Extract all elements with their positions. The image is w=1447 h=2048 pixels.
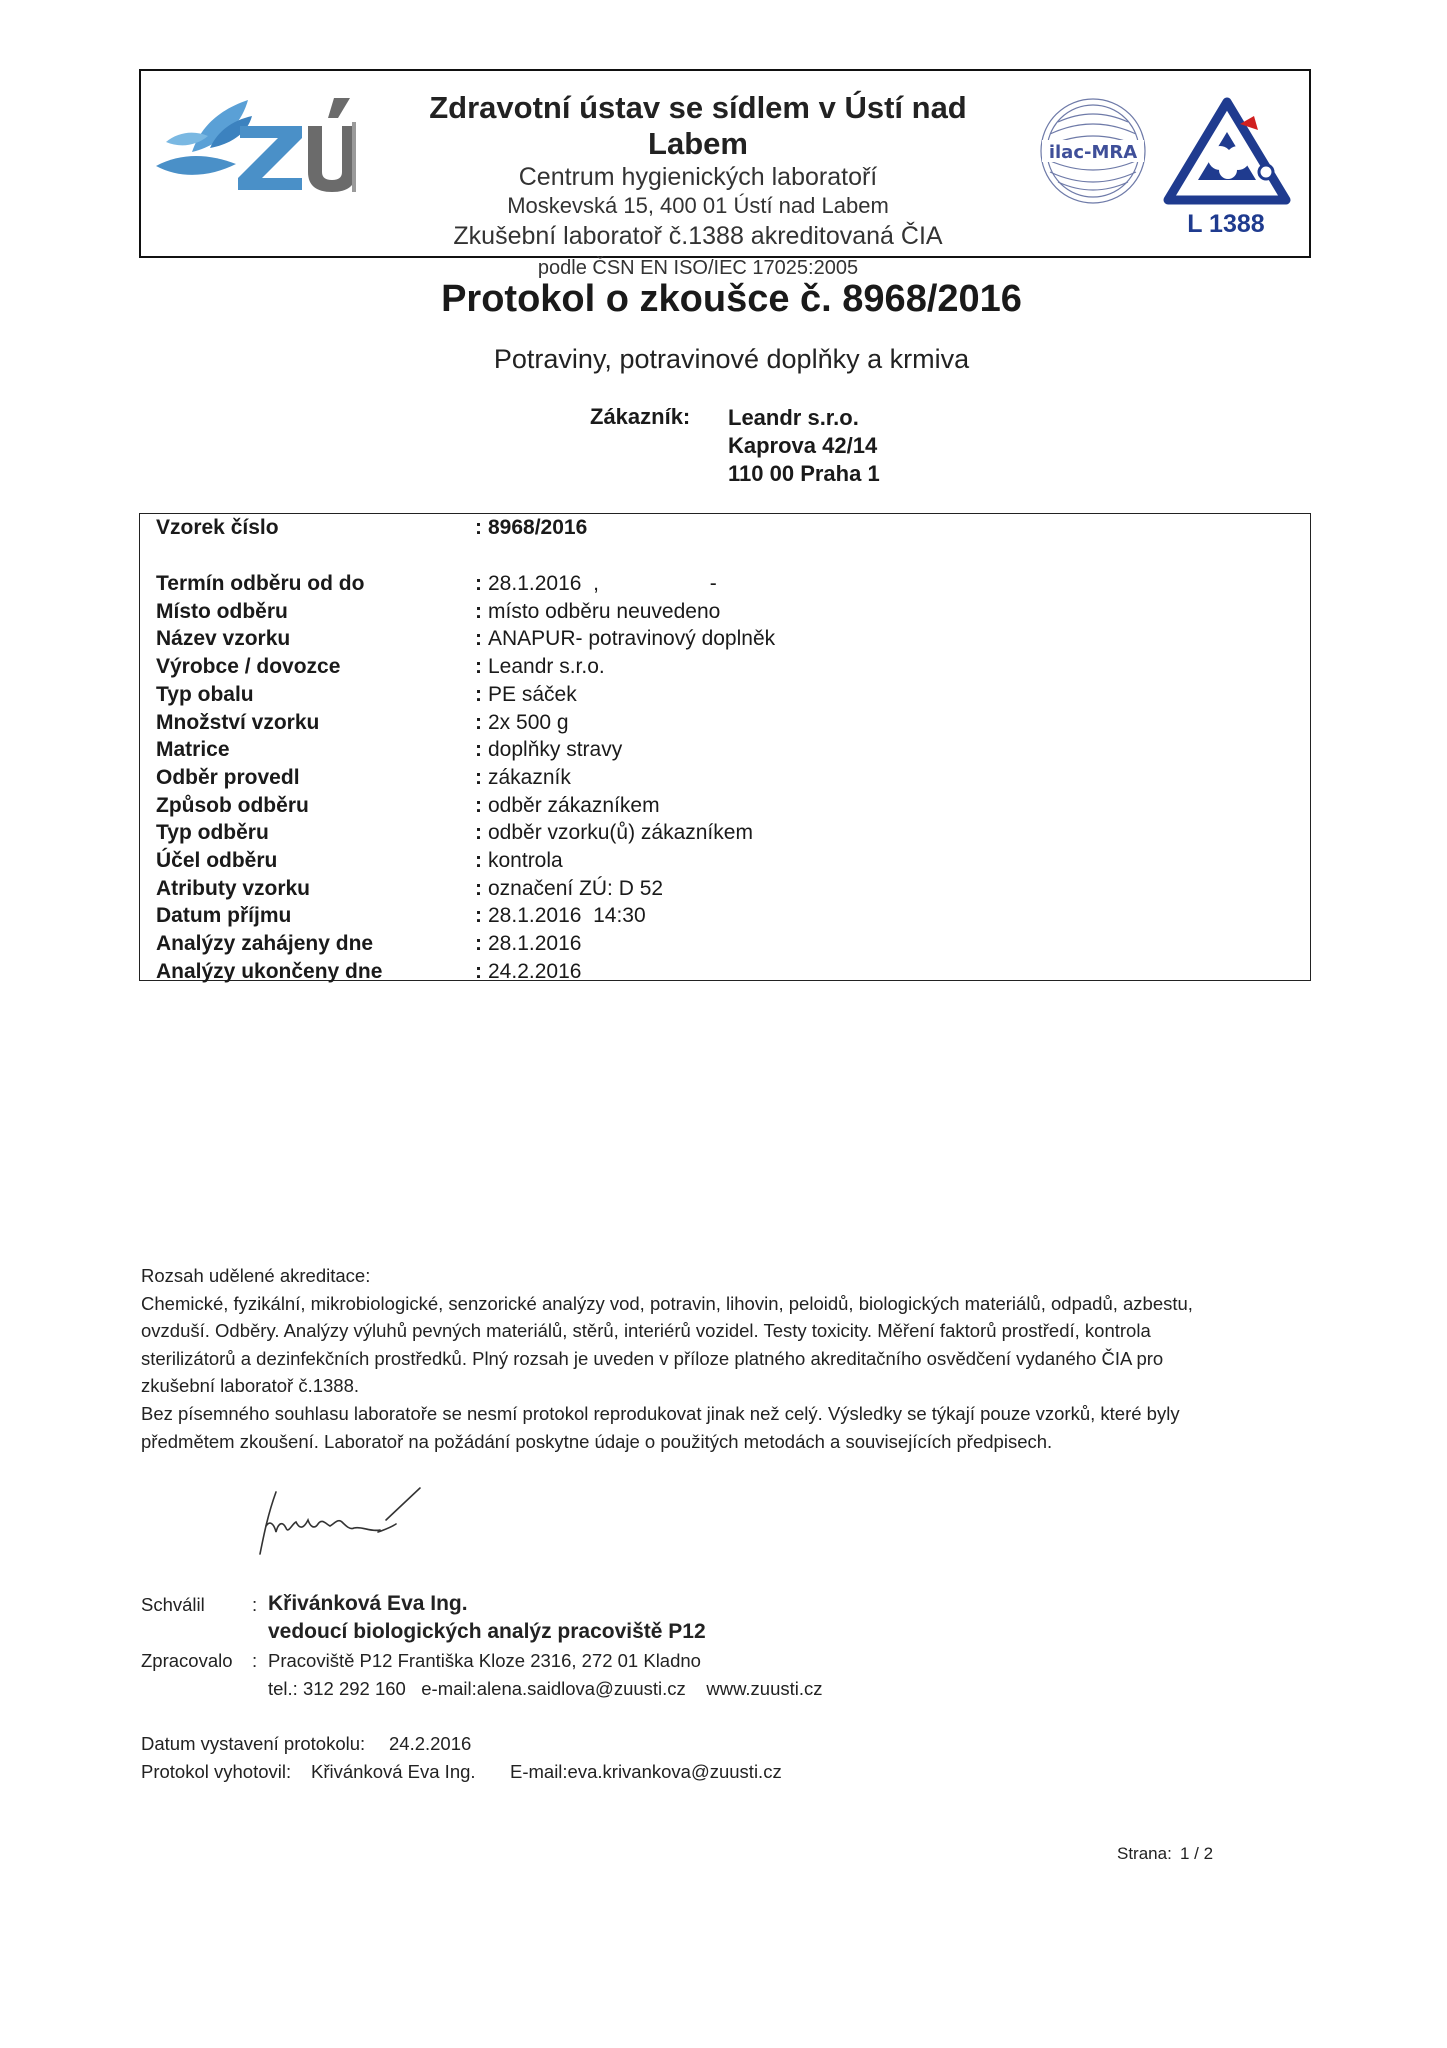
issue-date-value: 24.2.2016 bbox=[389, 1733, 472, 1754]
sample-row-label: Způsob odběru bbox=[156, 794, 309, 817]
sample-row-text: doplňky stravy bbox=[488, 738, 623, 761]
sample-row-text: 28.1.2016 14:30 bbox=[488, 904, 646, 927]
issued-by-label: Protokol vyhotovil: bbox=[141, 1761, 292, 1782]
sample-row-colon: : bbox=[475, 738, 482, 761]
institute-name: Zdravotní ústav se sídlem v Ústí nad Labem bbox=[429, 90, 967, 161]
sample-row-text: 28.1.2016 , - bbox=[488, 572, 717, 595]
approved-role: vedoucí biologických analýz pracoviště P12 bbox=[268, 1620, 706, 1643]
header-text bbox=[378, 90, 1018, 284]
sample-row-label: Výrobce / dovozce bbox=[156, 655, 341, 678]
sample-row-value bbox=[475, 794, 660, 818]
accreditation-text bbox=[141, 1262, 1281, 1455]
page-label: Strana: bbox=[1117, 1844, 1172, 1863]
sample-row-label: Název vzorku bbox=[156, 627, 291, 650]
sample-row-colon: : bbox=[475, 794, 482, 817]
sample-row-value bbox=[475, 766, 571, 790]
protocol-title-text: Protokol o zkoušce č. 8968/2016 bbox=[441, 278, 1022, 320]
cia-logo bbox=[1162, 96, 1292, 206]
issue-date-label: Datum vystavení protokolu: bbox=[141, 1733, 366, 1754]
accreditation-line: zkušební laboratoř č.1388. bbox=[141, 1375, 360, 1397]
accreditation-line: Bez písemného souhlasu laboratoře se nesmí protokol reprodukovat jinak než celý. Výsledky se týkají pouze vzorků, které byly bbox=[141, 1402, 1180, 1424]
sample-row-value bbox=[475, 904, 646, 928]
sample-row-colon: : bbox=[475, 932, 482, 955]
prepared-contact: tel.: 312 292 160 e-mail:alena.saidlova@zuusti.cz www.zuusti.cz bbox=[268, 1678, 823, 1699]
sample-row-label: Množství vzorku bbox=[156, 711, 320, 734]
prepared-colon: : bbox=[252, 1650, 258, 1671]
sample-row-text: místo odběru neuvedeno bbox=[488, 600, 721, 623]
sample-row-colon: : bbox=[475, 572, 482, 595]
sample-row-label: Odběr provedl bbox=[156, 766, 300, 789]
sample-row-value bbox=[475, 877, 663, 901]
sample-row-colon: : bbox=[475, 877, 482, 900]
sample-row-label: Atributy vzorku bbox=[156, 877, 311, 900]
approved-colon: : bbox=[252, 1594, 258, 1615]
standard: podle ČSN EN ISO/IEC 17025:2005 bbox=[537, 257, 859, 279]
customer-label: Zákazník: bbox=[590, 404, 691, 429]
approved-label: Schválil bbox=[141, 1594, 205, 1615]
sample-row-label: Datum příjmu bbox=[156, 904, 292, 927]
sample-row-label: Termín odběru od do bbox=[156, 572, 365, 595]
sample-row-value bbox=[475, 738, 622, 762]
sample-row-colon: : bbox=[475, 960, 482, 983]
accreditation-line: Chemické, fyzikální, mikrobiologické, senzorické analýzy vod, potravin, lihovin, peloidů, biologických materiálů, odpadů, azbestu, bbox=[141, 1292, 1193, 1314]
customer-street: Kaprova 42/14 bbox=[728, 433, 878, 458]
page-value: 1 / 2 bbox=[1180, 1844, 1214, 1863]
sample-row-label: Matrice bbox=[156, 738, 230, 761]
prepared-label: Zpracovalo bbox=[141, 1650, 233, 1671]
accreditation-line: sterilizátorů a dezinfekčních prostředků. Plný rozsah je uveden v příloze platného akreditačního osvědčení vydaného ČIA pro bbox=[141, 1347, 1164, 1369]
sample-row-colon: : bbox=[475, 904, 482, 927]
customer-name: Leandr s.r.o. bbox=[728, 405, 859, 430]
prepared-address: Pracoviště P12 Františka Kloze 2316, 272 01 Kladno bbox=[268, 1650, 701, 1671]
institute-address: Moskevská 15, 400 01 Ústí nad Labem bbox=[507, 193, 889, 218]
sample-row-value bbox=[475, 683, 577, 707]
sample-row-colon: : bbox=[475, 711, 482, 734]
sample-row-value bbox=[475, 932, 581, 956]
sample-number-value: : 8968/2016 bbox=[475, 516, 588, 539]
sample-row-text: označení ZÚ: D 52 bbox=[488, 877, 664, 900]
sample-row-colon: : bbox=[475, 766, 482, 789]
sample-row-text: 28.1.2016 bbox=[488, 932, 582, 955]
sample-row-value bbox=[475, 572, 717, 596]
sample-number-text: 8968/2016 bbox=[488, 516, 588, 539]
protocol-subtitle bbox=[0, 344, 1447, 375]
sample-row-colon: : bbox=[475, 627, 482, 650]
center-name: Centrum hygienických laboratoří bbox=[518, 163, 878, 191]
sample-row-label: Analýzy ukončeny dne bbox=[156, 960, 383, 983]
sample-number-label: Vzorek číslo bbox=[156, 516, 279, 539]
accreditation-line: předmětem zkoušení. Laboratoř na požádání poskytne údaje o použitých metodách a souvisejících předpisech. bbox=[141, 1430, 1053, 1452]
sample-row-colon: : bbox=[475, 600, 482, 623]
sample-row-label: Typ obalu bbox=[156, 683, 254, 706]
ilac-mra-text: ilac-MRA bbox=[1048, 142, 1138, 163]
protocol-subtitle-text: Potraviny, potravinové doplňky a krmiva bbox=[493, 344, 970, 374]
sample-row-value bbox=[475, 849, 563, 873]
signature bbox=[246, 1484, 436, 1560]
protocol-title bbox=[0, 278, 1447, 321]
sample-row-colon: : bbox=[475, 849, 482, 872]
cia-code: L 1388 bbox=[1187, 210, 1265, 238]
sample-row-value bbox=[475, 821, 753, 845]
sample-row-label: Typ odběru bbox=[156, 821, 269, 844]
sample-row-value bbox=[475, 960, 581, 984]
sample-row-value bbox=[475, 627, 775, 651]
sample-row-text: ANAPUR- potravinový doplněk bbox=[488, 627, 776, 650]
sample-row-text: PE sáček bbox=[488, 683, 577, 706]
sample-row-text: 24.2.2016 bbox=[488, 960, 582, 983]
accreditation-line: ovzduší. Odběry. Analýzy výluhů pevných materiálů, stěrů, interiérů vozidel. Testy toxicity. Měření faktorů prostředí, kontrola bbox=[141, 1320, 1151, 1342]
sample-row-text: zákazník bbox=[488, 766, 571, 789]
issued-by-email: E-mail:eva.krivankova@zuusti.cz bbox=[510, 1761, 782, 1782]
sample-row-text: odběr zákazníkem bbox=[488, 794, 660, 817]
zu-logo bbox=[152, 92, 358, 200]
sample-row-colon: : bbox=[475, 821, 482, 844]
sample-row-value bbox=[475, 600, 720, 624]
sample-row-label: Místo odběru bbox=[156, 600, 288, 623]
sample-row-text: odběr vzorku(ů) zákazníkem bbox=[488, 821, 753, 844]
sample-row-text: kontrola bbox=[488, 849, 563, 872]
sample-row-text: Leandr s.r.o. bbox=[488, 655, 605, 678]
issued-by-name: Křivánková Eva Ing. bbox=[311, 1761, 476, 1782]
accreditation-line: Rozsah udělené akreditace: bbox=[141, 1265, 371, 1286]
customer-block bbox=[728, 404, 880, 488]
customer-city: 110 00 Praha 1 bbox=[728, 461, 880, 486]
approved-name: Křivánková Eva Ing. bbox=[268, 1592, 468, 1615]
sample-row-value bbox=[475, 711, 569, 735]
ilac-mra-logo bbox=[1038, 96, 1148, 206]
lab-accreditation: Zkušební laboratoř č.1388 akreditovaná ČIA bbox=[453, 222, 943, 250]
sample-row-colon: : bbox=[475, 655, 482, 678]
sample-row-text: 2x 500 g bbox=[488, 711, 569, 734]
sample-row-label: Analýzy zahájeny dne bbox=[156, 932, 374, 955]
sample-row-colon: : bbox=[475, 683, 482, 706]
sample-row-label: Účel odběru bbox=[156, 849, 278, 872]
sample-row-value bbox=[475, 655, 605, 679]
